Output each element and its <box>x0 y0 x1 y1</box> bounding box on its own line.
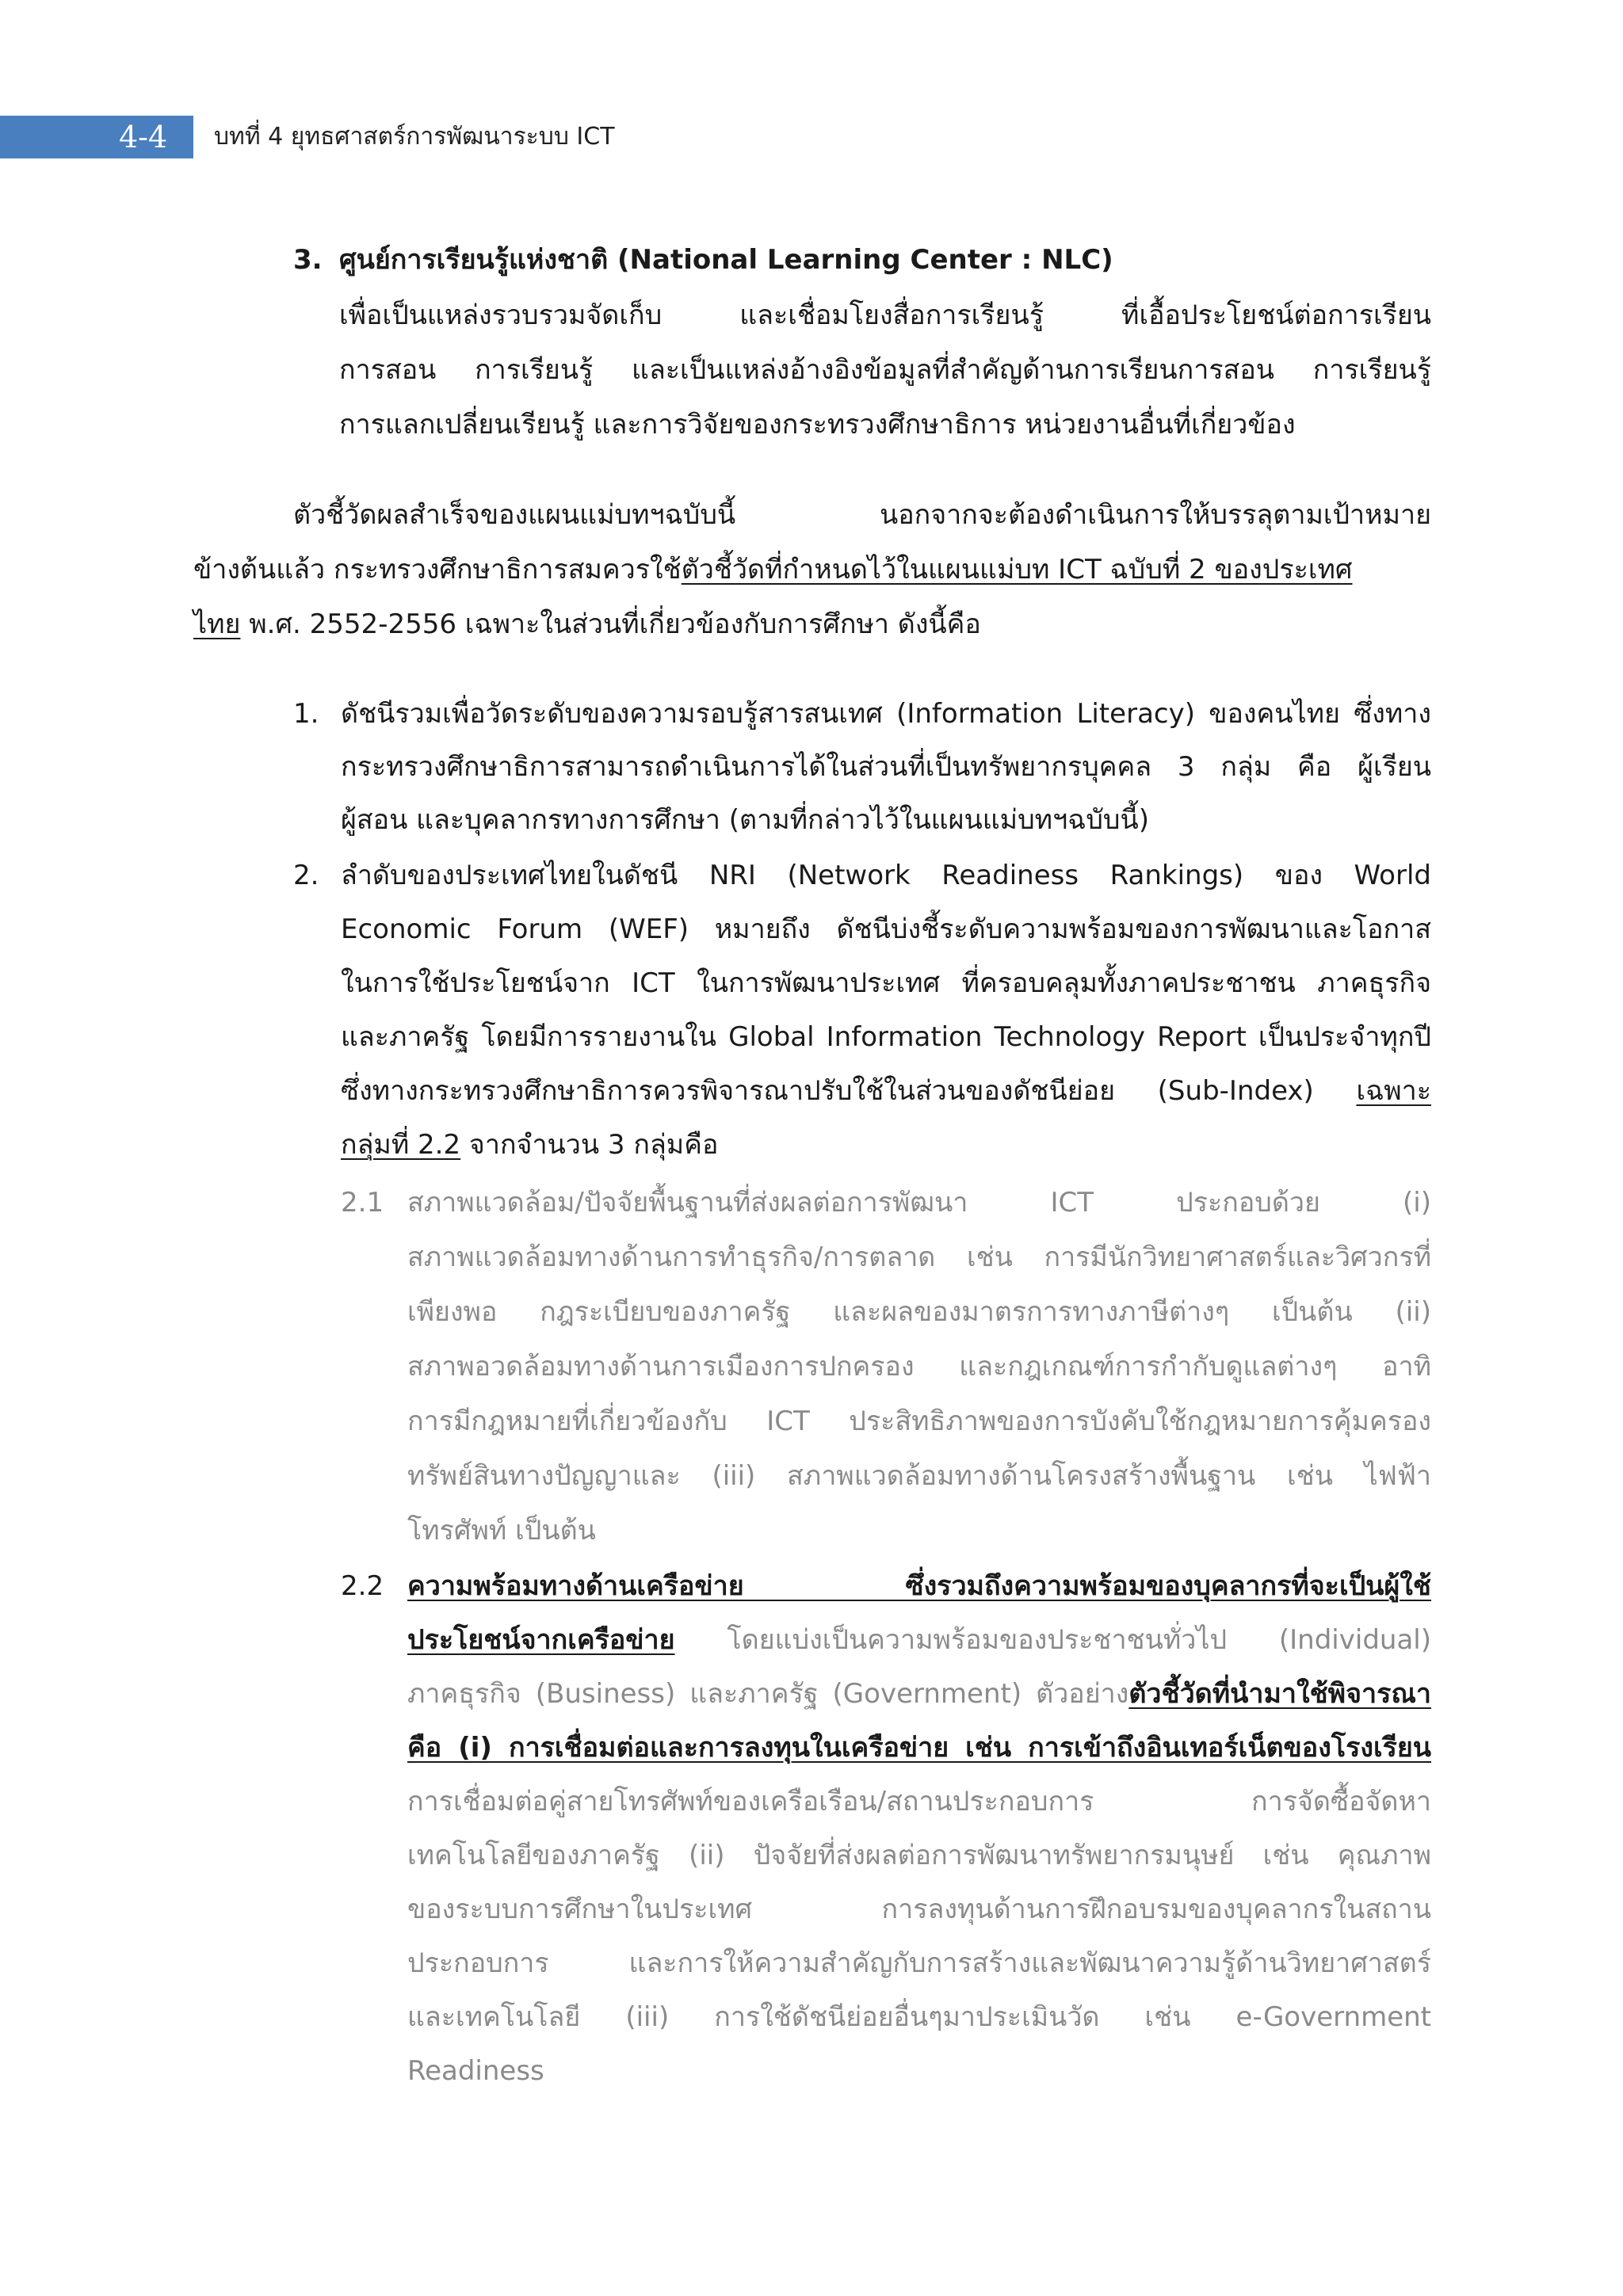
paragraph-line <box>193 551 1352 589</box>
sublist-number: 2.2 <box>341 1570 384 1602</box>
sublist-line: สภาพแวดล้อม/ปัจจัยพื้นฐานที่ส่งผลต่อการพัฒนา ICT ประกอบด้วย (i) <box>407 1187 1431 1219</box>
paragraph-line: ตัวชี้วัดผลสำเร็จของแผนแม่บทฯฉบับนี้ นอกจากจะต้องดำเนินการให้บรรลุตามเป้าหมาย <box>293 499 1431 531</box>
list-item-line: และภาครัฐ โดยมีการรายงานใน Global Information Technology Report เป็นประจำทุกปี <box>341 1021 1431 1053</box>
page-number: 4-4 <box>119 120 168 154</box>
sublist-line: สภาพอวดล้อมทางด้านการเมืองการปกครอง และกฎเกณฑ์การกำกับดูแลต่างๆ อาทิ <box>407 1351 1431 1383</box>
paragraph-line: การสอน การเรียนรู้ และเป็นแหล่งอ้างอิงข้อมูลที่สำคัญด้านการเรียนการสอน การเรียนรู้ <box>339 354 1431 386</box>
sublist-line: เพียงพอ กฎระเบียบของภาครัฐ และผลของมาตรการทางภาษีต่างๆ เป็นต้น (ii) <box>407 1296 1431 1328</box>
underlined-text: ประโยชน์จากเครือข่าย <box>407 1624 675 1656</box>
text-run: ซึ่งทางกระทรวงศึกษาธิการควรพิจารณาปรับใช้ในส่วนของดัชนีย่อย (Sub-Index) <box>341 1075 1357 1107</box>
sublist-line <box>407 1621 1431 1659</box>
list-item-line: Economic Forum (WEF) หมายถึง ดัชนีบ่งชี้ระดับความพร้อมของการพัฒนาและโอกาส <box>341 913 1431 945</box>
list-item-line: ดัชนีรวมเพื่อวัดระดับของความรอบรู้สารสนเทศ (Information Literacy) ของคนไทย ซึ่งทาง <box>341 698 1431 730</box>
list-item-line: ในการใช้ประโยชน์จาก ICT ในการพัฒนาประเทศ ที่ครอบคลุมทั้งภาคประชาชน ภาคธุรกิจ <box>341 967 1431 999</box>
sublist-line <box>407 1675 1431 1713</box>
text-run: ภาคธุรกิจ (Business) และภาครัฐ (Government) ตัวอย่าง <box>407 1678 1129 1710</box>
text-run: จากจำนวน 3 กลุ่มคือ <box>460 1129 719 1161</box>
underlined-text: กลุ่มที่ 2.2 <box>341 1129 461 1161</box>
sublist-line: เทคโนโลยีของภาครัฐ (ii) ปัจจัยที่ส่งผลต่อการพัฒนาทรัพยากรมนุษย์ เช่น คุณภาพ <box>407 1840 1431 1871</box>
paragraph-line: การแลกเปลี่ยนเรียนรู้ และการวิจัยของกระทรวงศึกษาธิการ หน่วยงานอื่นที่เกี่ยวข้อง <box>339 409 1296 441</box>
sublist-line: การเชื่อมต่อคู่สายโทรศัพท์ของเครือเรือน/สถานประกอบการ การจัดซื้อจัดหา <box>407 1786 1431 1817</box>
chapter-title: บทที่ 4 ยุทธศาสตร์การพัฒนาระบบ ICT <box>214 123 615 151</box>
text-run: ข้างต้นแล้ว กระทรวงศึกษาธิการสมควรใช้ <box>193 554 682 585</box>
list-number: 2. <box>293 860 319 891</box>
sublist-heading-line: ความพร้อมทางด้านเครือข่าย ซึ่งรวมถึงความพร้อมของบุคลากรที่จะเป็นผู้ใช้ <box>407 1570 1431 1602</box>
underlined-text: เฉพาะ <box>1356 1075 1431 1107</box>
sublist-line: โทรศัพท์ เป็นต้น <box>407 1515 596 1547</box>
section-number: 3. <box>293 244 323 276</box>
list-item-line: กระทรวงศึกษาธิการสามารถดำเนินการได้ในส่วนที่เป็นทรัพยากรบุคคล 3 กลุ่ม คือ ผู้เรียน <box>341 751 1431 783</box>
underlined-text: ตัวชี้วัดที่กำหนดไว้ในแผนแม่บท ICT ฉบับที่ 2 ของประเทศ <box>681 554 1353 585</box>
text-run: พ.ศ. 2552-2556 เฉพาะในส่วนที่เกี่ยวข้องกับการศึกษา ดังนี้คือ <box>240 608 981 640</box>
text-run: โดยแบ่งเป็นความพร้อมของประชาชนทั่วไป (Individual) <box>674 1624 1431 1656</box>
list-item-line <box>341 1072 1431 1110</box>
sublist-heading-line: คือ (i) การเชื่อมต่อและการลงทุนในเครือข่าย เช่น การเข้าถึงอินเทอร์เน็ตของโรงเรียน <box>407 1732 1431 1764</box>
sublist-line: การมีกฎหมายที่เกี่ยวข้องกับ ICT ประสิทธิภาพของการบังคับใช้กฎหมายการคุ้มครอง <box>407 1405 1431 1437</box>
sublist-number: 2.1 <box>341 1187 384 1219</box>
sublist-line: ประกอบการ และการให้ความสำคัญกับการสร้างและพัฒนาความรู้ด้านวิทยาศาสตร์ <box>407 1947 1431 1979</box>
underlined-text: ตัวชี้วัดที่นำมาใช้พิจารณา <box>1128 1678 1431 1710</box>
sublist-line: Readiness <box>407 2055 544 2087</box>
sublist-line: สภาพแวดล้อมทางด้านการทำธุรกิจ/การตลาด เช่น การมีนักวิทยาศาสตร์และวิศวกรที่ <box>407 1241 1431 1273</box>
paragraph-line: เพื่อเป็นแหล่งรวบรวมจัดเก็บ และเชื่อมโยงสื่อการเรียนรู้ ที่เอื้อประโยชน์ต่อการเรียน <box>339 299 1431 331</box>
list-item-line <box>341 1126 718 1164</box>
sublist-line: และเทคโนโลยี (iii) การใช้ดัชนีย่อยอื่นๆมาประเมินวัด เช่น e-Government <box>407 2001 1431 2033</box>
list-item-line: ผู้สอน และบุคลากรทางการศึกษา (ตามที่กล่าวไว้ในแผนแม่บทฯฉบับนี้) <box>341 804 1149 836</box>
list-number: 1. <box>293 698 319 730</box>
section-title: ศูนย์การเรียนรู้แห่งชาติ (National Learning Center : NLC) <box>339 244 1113 276</box>
underlined-text: ไทย <box>193 608 241 640</box>
sublist-line: ของระบบการศึกษาในประเทศ การลงทุนด้านการฝึกอบรมของบุคลากรในสถาน <box>407 1894 1431 1925</box>
list-item-line: ลำดับของประเทศไทยในดัชนี NRI (Network Readiness Rankings) ของ World <box>341 860 1431 891</box>
sublist-line: ทรัพย์สินทางปัญญาและ (iii) สภาพแวดล้อมทางด้านโครงสร้างพื้นฐาน เช่น ไฟฟ้า <box>407 1460 1431 1492</box>
paragraph-line <box>193 605 981 643</box>
